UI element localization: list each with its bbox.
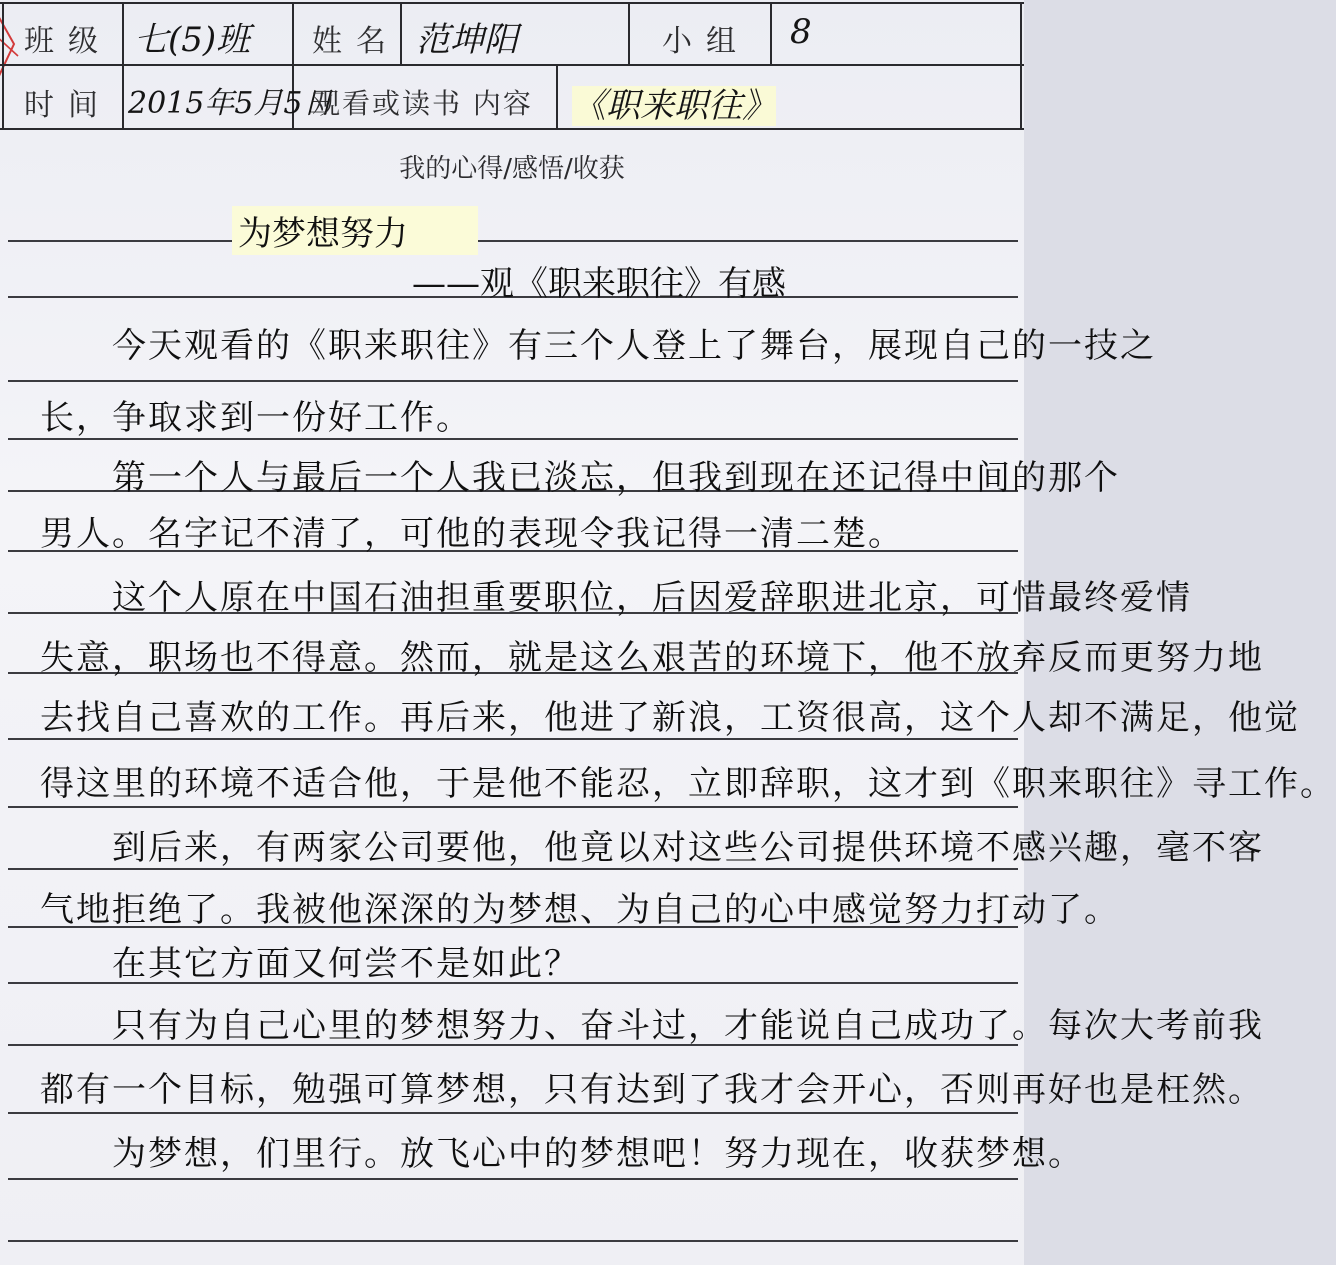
- table-border-top: [0, 2, 1024, 4]
- essay-subtitle: ——观《职来职往》有感: [412, 264, 786, 304]
- ruled-line: [8, 1240, 1018, 1242]
- essay-line: 到后来，有两家公司要他，他竟以对这些公司提供环境不感兴趣，毫不客: [40, 828, 1264, 868]
- class-value: 七(5)班: [134, 20, 251, 60]
- essay-line: 得这里的环境不适合他，于是他不能忍，立即辞职，这才到《职来职往》寻工作。: [40, 764, 1336, 804]
- table-row-divider: [0, 64, 1024, 66]
- essay-line: 为梦想，们里行。放飞心中的梦想吧！努力现在，收获梦想。: [40, 1134, 1084, 1174]
- essay-line: 这个人原在中国石油担重要职位，后因爱辞职进北京，可惜最终爱情: [40, 578, 1192, 618]
- table-col-divider: [628, 2, 630, 66]
- name-value: 范坤阳: [416, 20, 518, 60]
- table-border-right: [1020, 2, 1022, 130]
- essay-line: 第一个人与最后一个人我已淡忘，但我到现在还记得中间的那个: [40, 458, 1120, 498]
- header-table: [0, 0, 1024, 130]
- time-label: 时间: [24, 88, 112, 123]
- table-border-bottom: [0, 128, 1024, 130]
- essay-line: 男人。名字记不清了，可他的表现令我记得一清二楚。: [40, 514, 904, 554]
- table-col-divider: [556, 64, 558, 130]
- essay-title: 为梦想努力: [232, 206, 478, 255]
- essay-line: 去找自己喜欢的工作。再后来，他进了新浪，工资很高，这个人却不满足，他觉: [40, 698, 1300, 738]
- content-value: [572, 78, 776, 127]
- essay-line: 只有为自己心里的梦想努力、奋斗过，才能说自己成功了。每次大考前我: [40, 1006, 1264, 1046]
- table-col-divider: [2, 2, 4, 130]
- essay-line: 都有一个目标，勉强可算梦想，只有达到了我才会开心，否则再好也是枉然。: [40, 1070, 1264, 1110]
- essay-line: 气地拒绝了。我被他深深的为梦想、为自己的心中感觉努力打动了。: [40, 890, 1120, 930]
- essay-line: 失意，职场也不得意。然而，就是这么艰苦的环境下，他不放弃反而更努力地: [40, 638, 1264, 678]
- ruled-line: [8, 806, 1018, 808]
- ruled-line: [8, 380, 1018, 382]
- section-heading: 我的心得/感悟/收获: [399, 154, 625, 184]
- content-label: 观看或读书 内容: [312, 87, 533, 120]
- ruled-line: [8, 1178, 1018, 1180]
- ruled-line: [8, 1112, 1018, 1114]
- time-value: 2015年5月5日: [128, 86, 333, 121]
- name-label: 姓名: [312, 24, 400, 59]
- table-col-divider: [122, 2, 124, 130]
- group-value: 8: [790, 12, 812, 52]
- table-col-divider: [400, 2, 402, 66]
- content-value-text: 《职来职往》: [572, 86, 776, 126]
- table-col-divider: [770, 2, 772, 66]
- group-label: 小组: [662, 24, 750, 59]
- ruled-line: [8, 240, 1018, 242]
- essay-line: 在其它方面又何尝不是如此？: [40, 944, 580, 984]
- essay-line: 长，争取求到一份好工作。: [40, 398, 472, 438]
- essay-line: 今天观看的《职来职往》有三个人登上了舞台，展现自己的一技之: [40, 326, 1156, 366]
- class-label: 班级: [24, 24, 112, 59]
